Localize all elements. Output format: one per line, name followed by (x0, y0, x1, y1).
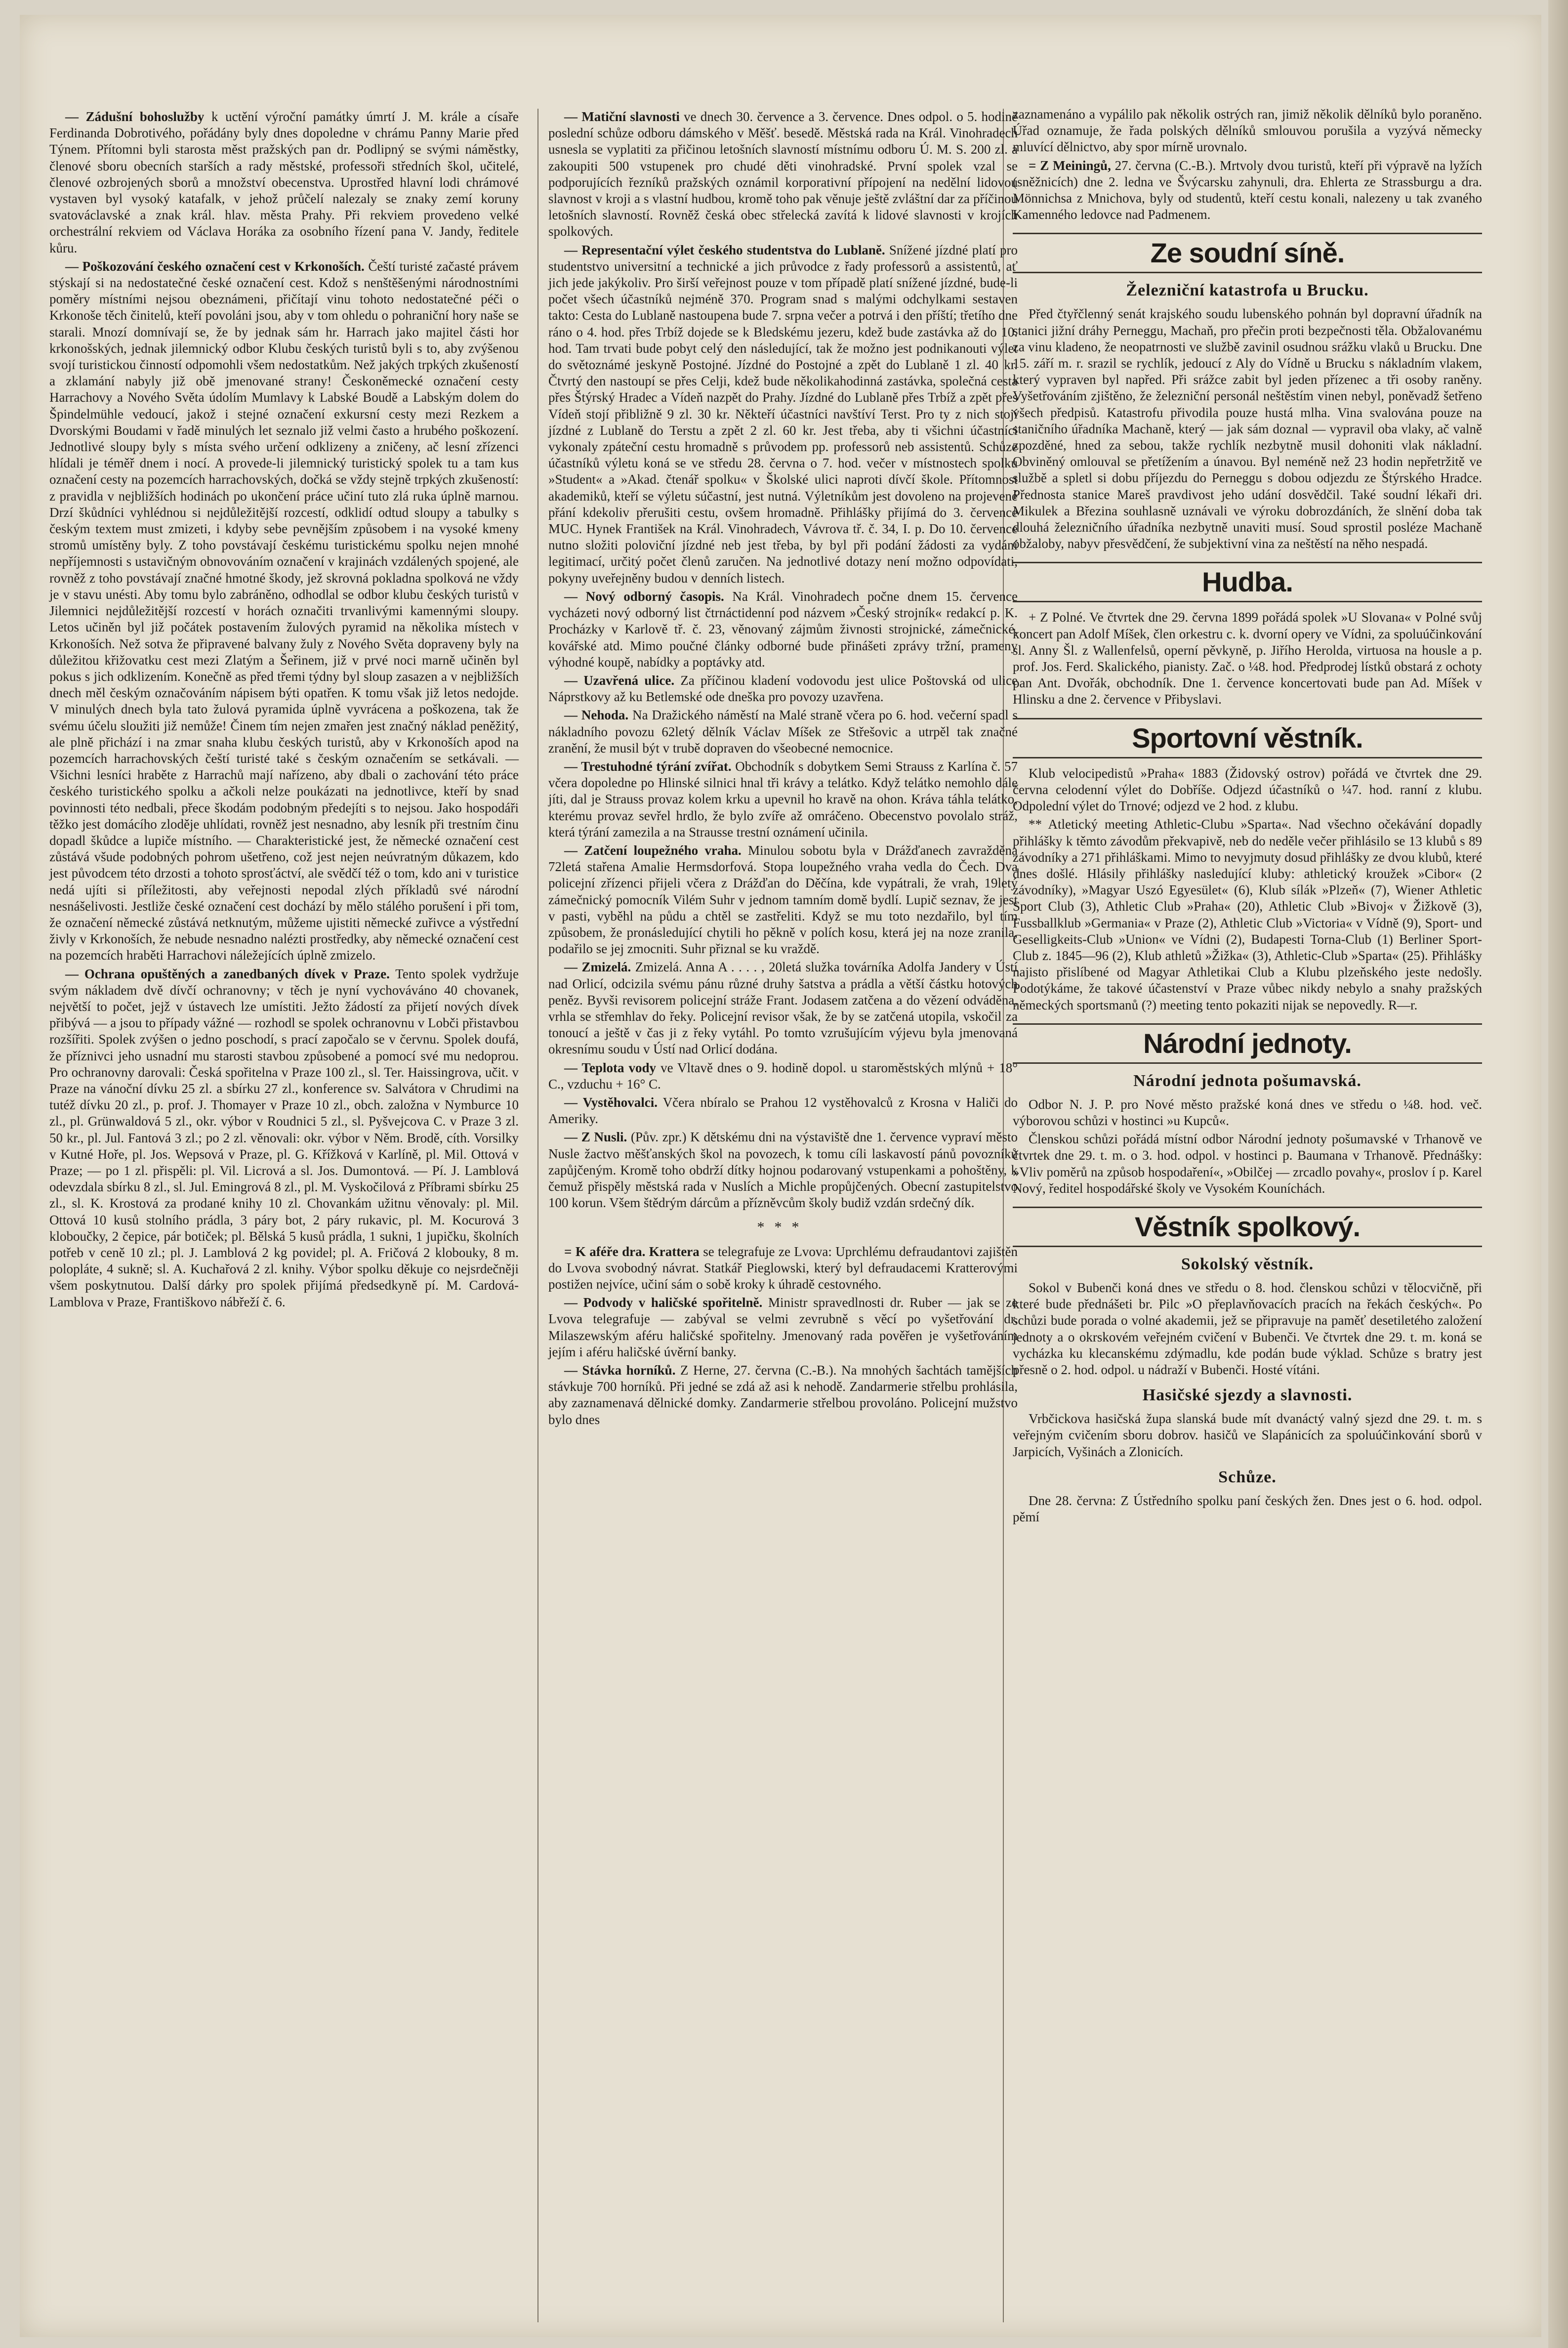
column-left (49, 109, 519, 1312)
article: — Zmizelá. Zmizelá. Anna A . . . . , 20letá služka továrníka Adolfa Jandery v Ústí nad Orlicí, odcizila svému pánu různé druhy šatstva a prádla a větší částku hotových peněz. Byvši revisorem policejní stráže Frant. Jodasem zatčena a do vězení odváděna, vrhla se střemhlav do řeky. Policejní revisor však, že by se zatčená utopila, vskočil za tonoucí a ještě v čas ji z řeky vytáhl. Po tomto vzrušujícím výjevu byla jmenovaná okresnímu soudu v Ústí nad Orlicí dodána. (548, 960, 1018, 1057)
article: = K aféře dra. Krattera se telegrafuje ze Lvova: Uprchlému defraudantovi zajištěn do Lvova svobodný návrat. Statkář Pieglowski, který byl defraudacemi Kratterovými postižen nejvíce, učiní sám o sobě kroky k úhradě cestovného. (548, 1244, 1018, 1292)
article: — Matiční slavnosti ve dnech 30. července a 3. července. Dnes odpol. o 5. hodině poslední schůze odboru dámského v Měšť. besedě. Městská rada na Král. Vinohradech usnesla se vyplatiti za přičinou letošních slavností místnímu odboru Ú. M. S. 200 zl. a zakoupiti 500 vstupenek pro chudé děti vinohradské. První spolek vzal se podporujících řezníků pražských oznámil korporativní přípojení na nedělní lidovou slavnost v kroji a s vlastní hudbou, kromě toho pak věnuje ještě zvláštní dar za příčinou letošních slavností. Rovněž česká obec střelecká zavítá k lidové slavnosti v krojích spolkových. (548, 109, 1018, 239)
article-heading: Sokolský věstník. (1181, 1255, 1314, 1273)
article-heading: Národní jednota pošumavská. (1133, 1071, 1362, 1090)
page-edge (1548, 0, 1568, 2348)
article: — Uzavřená ulice. Za příčinou kladení vodovodu jest ulice Poštovská od ulice Náprstkovy až ku Betlemské ode dneška pro povozy uzavřena. (548, 672, 1018, 705)
section-heading-music: Hudba. (1013, 562, 1482, 602)
article-heading: Železniční katastrofa u Brucku. (1126, 281, 1369, 300)
article-heading: Hasičské sjezdy a slavnosti. (1142, 1386, 1353, 1405)
article-heading: Schůze. (1218, 1468, 1277, 1486)
article: Odbor N. J. P. pro Nové město pražské koná dnes ve středu o ¼8. hod. več. výborovou schůzi v hostinci »u Kupců«. (1013, 1096, 1482, 1128)
article: Sokol v Bubenči koná dnes ve středu o 8. hod. členskou schůzi v tělocvičně, při které bude přednášeti br. Pilc »O přeplavňovacích pracích na řekách českých«. Po schůzi bude porada o volné akademii, jež se připravuje na paměť desetiletého založení jednoty a o okrskovém veřejném cvičení v Bubenči. Ve čtvrtek dne 29. t. m. koná se vycházka ku klecanskému zdýmadlu, kde podán bude výklad. Schůze s bratry jest přesně o 2. hod. odpol. u nádraží v Bubenči. Hosté vítáni. (1013, 1280, 1482, 1377)
article: — Podvody v haličské spořitelně. Ministr spravedlnosti dr. Ruber — jak se ze Lvova telegrafuje — zabýval se velmi zevrubně s věcí po vyšetřování dr. Milaszewským aféru haličské spořitelny. Jmenovaný rada pověřen je vyšetřováním jejím i aféru haličské úvěrní banky. (548, 1295, 1018, 1359)
section-heading-societies: Věstník spolkový. (1013, 1207, 1482, 1247)
article: — Zatčení loupežného vraha. Minulou sobotu byla v Drážďanech zavražděna 72letá stařena Amalie Hermsdorfová. Stopa loupežného vraha vedla do Čech. Dva policejní zřízenci přijeli včera z Drážďan do Děčína, kde vypátrali, že vrah, 19letý zámečnický pomocník Vilém Suhr v jednom tamním domě bydlí. Lupič seznav, že jest v pasti, vyběhl na půdu a chtěl se zastřeliti. Když se mu toto nezdařilo, byl tím způsobem, že pronásledující chytili ho pěkně v polích kosu, která jej na noze zranila, podařilo se jej zmocniti. Suhr přiznal se ku vraždě. (548, 842, 1018, 957)
article: — Ochrana opuštěných a zanedbaných dívek v Praze. Tento spolek vydržuje svým nákladem dvě dívčí ochranovny; v těch je nyní vychováváno 40 chovanek, největší to počet, jejž v ústavech lze umístiti. Ježto žádostí za přijetí nových dívek přibývá — a jsou to případy vážné — rozhodl se spolek ochranovnu v Lobči přistavbou rozšířiti. Spolek zvýšen o jedno poschodí, s prací započalo se v červnu. Spolek doufá, že příznivci jeho usnadní mu starosti stavbou způsobené a pomocí své mu nedoprou. Pro ochranovny darovali: Česká spořitelna v Praze 100 zl., sl. Ter. Haissingrova, učit. v Praze na vánoční dívku 25 zl. a sbírku 27 zl., konference sv. Salvátora v Chrudimi na tutéž dívku 20 zl., p. prof. J. Thomayer v Praze 10 zl., obch. založna v Nymburce 10 zl., pl. Grünwaldová 5 zl., okr. výbor v Roudnici 5 zl., sl. Pyšvejcova C. v Praze 3 zl. 50 kr., pl. Jul. Fantová 3 zl.; po 2 zl. věnovali: okr. výbor v Něm. Brodě, cíth. Vorsilky v Kutné Hoře, pl. Jos. Wepsová v Praze, pl. G. Křížková v Karlíně, pl. Mil. Ottová v Praze; — po 1 zl. přispěli: pl. Vil. Licrová a sl. Jos. Dumontová. — Pí. J. Lamblová odevzdala sbírku 8 zl., sl. Jul. Emingrová 8 zl., pl. M. Vyskočilová z Příbrami sbírku 25 zl., sl. K. Krostová za prodané knihy 10 zl. Chovankám užitnu věnovaly: pl. Mil. Ottová 10 kusů stolního prádla, 3 páry bot, 2 páry rukavic, pl. M. Kocurová 3 kloboučky, 2 čepice, pár botiček; pl. Bělská 5 kusů prádla, 1 sukni, 1 jupičku, školních potřeb v ceně 10 zl.; pl. J. Lamblová 2 kg povidel; pl. A. Fričová 2 klobouky, 8 m. polopláte, 4 sukně; sl. A. Kuchařová 2 zl. knihy. Výbor spolku děkuje co nejsrdečněji všem poskytnutou. Další dárky pro spolek přijímá předsedkyně pí. M. Cardová-Lamblova v Praze, Františkovo nábřeží č. 6. (49, 966, 519, 1309)
column-middle (548, 109, 1018, 1430)
section-heading-sport: Sportovní věstník. (1013, 718, 1482, 758)
article: — Representační výlet českého studentstva do Lublaně. Snížené jízdné platí pro studentstvo universitní a technické a jich průvodce z řady professorů a assistentů, ať jich jede jakýkoliv. Pro širší veřejnost pouze v tom případě platí snížené jízdné, bude-li počet všech účastníků nejméně 370. Program snad s malými odchylkami sestaven takto: Cesta do Lublaně nastoupena bude 7. srpna večer a potrvá i den příští; třetího dne ráno o 4. hod. přes Trbíž dojede se k Bledskému jezeru, kdež bude zastávka až do 10. hod. Tam trvati bude pobyt celý den následující, tak že možno jest podnikanouti výlet do světoznámé jeskyně Postojné. Jízdné do Postojné a zpět do Lublaně 1 zl. 40 kr. Čtvrtý den nastoupí se přes Celji, kdež bude několikahodinná zastávka, společná cesta přes Štýrský Hradec a Vídeň nazpět do Prahy. Jízdné do Lublaně přes Trbíž a zpět přes Vídeň stojí přibližně 9 zl. 30 kr. Někteří účastníci navštíví Terst. Pro ty z nich stojí jízdné z Lublaně do Terstu a zpět 2 zl. 60 kr. Jest třeba, aby ti všichni účastníci vykonaly zpáteční cestu hromadně s průvodem pp. professorů neb assistentů. Schůze účastníků výletu koná se ve středu 28. června o 7. hod. večer v místnostech spolku »Student« a »Akad. čtenář spolku« v Školské ulici naproti dívčí škole. Přítomnost akademiků, kteří se výletu súčastní, jest nutná. Výletníkům jest dovoleno na projevené přání kdekoliv přerušiti cestu, ovšem hromadně. Přihlášky přijímá do 3. července MUC. Hynek František na Král. Vinohradech, Vávrova tř. č. 34, I. p. Do 10. července nutno složiti poloviční jízdné neb jest třeba, by byl při podání žádosti za vydání legitimací, určitý počet členů zaručen. Na jednotlivé dotazy není možno odpovídati, pokyny uveřejněny budou v denních listech. (548, 242, 1018, 586)
article: = Z Meiningů, 27. června (C.-B.). Mrtvoly dvou turistů, kteří při výpravě na lyžích (sněžnicích) dne 2. ledna ve Švýcarsku zahynuli, dra. Ehlerta ze Strassburgu a dra. Mönnichsa z Mnichova, byly od studentů, kteří cestu konali, nalezeny u tak zvaného Kamenného ledovce nad Padmenem. (1013, 158, 1482, 222)
article: — Teplota vody ve Vltavě dnes o 9. hodině dopol. u staroměstských mlýnů + 18° C., vzduchu + 16° C. (548, 1060, 1018, 1091)
article: + Z Polné. Ve čtvrtek dne 29. června 1899 pořádá spolek »U Slovana« v Polné svůj koncert pan Adolf Míšek, člen orkestru c. k. dvorní opery ve Vídni, za spoluúčinkování sl. Anny Šl. z Wallenfelsů, operní pěvkyně, p. Jiřího Herolda, virtuosa na housle a p. prof. Jos. Ferd. Skalického, pianisty. Zač. o ¼8. hod. Předprodej lístků obstará z ochoty pan Ant. Dvořák, obchodník. Dne 1. července koncertovati bude pan Ad. Míšek v Hlinsku a dne 2. července v Přibyslavi. (1013, 610, 1482, 707)
article: — Nehoda. Na Dražického náměstí na Malé straně včera po 6. hod. večerní spadl s nákladního povozu 62letý dělník Václav Míšek ze Střešovic a utrpěl tak značné zranění, že musil být v trubě dopraven do všeobecné nemocnice. (548, 708, 1018, 755)
article: — Nový odborný časopis. Na Král. Vinohradech počne dnem 15. července vycházeti nový odborný list čtrnáctidenní pod názvem »Český strojník« redakcí p. K. Procházky v Karlově tř. č. 23, věnovaný zájmům živnosti strojnické, zámečnické, kovářské atd. Mimo poučné články odborné bude přinášeti zprávy tržní, prameny výhodné koupě, nabídky a poptávky atd. (548, 588, 1018, 670)
article: — Vystěhovalci. Včera nbíralo se Prahou 12 vystěhovalců z Krosna v Haliči do Ameriky. (548, 1094, 1018, 1127)
article: Před čtyřčlenný senát krajského soudu lubenského pohnán byl dopravní úřadník na stanici jižní dráhy Perneggu, Machaň, pro přečin proti bezpečnosti těla. Obžalovanému za vinu kladeno, že neopatrnosti ve službě zavinil osudnou srážku vlaků u Brucku. Dne 15. září m. r. srazil se rychlík, jedoucí z Aly do Vídně u Brucku s nákladním vlakem, který vypraven byl napřed. Při srážce zabit byl jeden přízenec a tři osoby raněny. Vyšetřováním zjištěno, že železniční personál neštěstím vinen nebyl, poněvadž šetřeno všech předpisů. Katastrofu přivodila pouze hustá mlha. Vina svalována pouze na staničního úřadníka Machaně, který — jak sám doznal — vypravil oba vlaky, ač valně zpozděné, hned za sebou, takže rychlík nezbytně musil dohoniti vlak nákladní. Obviněný omlouval se přetížením a únavou. Byl neméně než 23 hodin nepřetržitě ve službě a spletl si dobu příjezdu do Perneggu s dobou odjezdu ze Štýrského Hradce. Přednosta stanice Mareš pravdivost jeho udání dosvědčil. Také soudní lékaři dri. Mikulek a Březina souhlasně uznávali ve výroku dobrozdáních, že slnění doba tak dlouhá železničního úřadníka nezbytně unaviti musí. Soud sprostil posléze Machaně obžaloby, nabyv přesvědčení, že subjektivní vina za neštěstí na něho nespadá. (1013, 306, 1482, 551)
newspaper-page (20, 15, 1541, 2337)
article: ** Atletický meeting Athletic-Clubu »Sparta«. Nad všechno očekávání dopadly přihlášky k těmto závodům překvapivě, neb do neděle večer přihlásilo se 13 klubů s 89 závodníky a 271 přihláškami. Mimo to nevyjmuty dosud přihlášky ze dvou klubů, které dnes došlé. Hlásily přihlášky nasledující kluby: athletický kroužek »Cibor« (2 závodníky), »Magyar Uszó Egyesület« (6), Klub sílák »Plzeň« (7), Wiener Athletic Sport Club (3), Athletic Club »Praha« (20), Athletic Club »Bivoj« v Žižkově (3), Fussballklub »Germania« v Praze (2), Athletic Club »Victoria« v Vídně (9), Sport- und Geselligkeits-Club »Union« ve Vídni (2), Budapesti Torna-Club (1) Berliner Sport-Club z. 1845—96 (2), Klub athletů »Žižka« (3), Athletic-Club »Sparta« (25). Přihlášky najisto přislíbené od Magyar Athletikai Club a Klubu plzeňského jeste nedošly. Podotýkáme, že takové účastenství v Praze vůbec nikdy nebylo a snahy pražských německých sportsmanů (?) meeting tento pokaziti nijak se nepovedly. R—r. (1013, 817, 1482, 1012)
article-continuation: zaznamenáno a vypálilo pak několik ostrých ran, jimiž několik dělníků bylo poraněno. Úřad oznamuje, že řada polských dělníků smlouvou porušila a vyzývá německy mluvící dělnictvo, aby spor mírně urovnalo. (1013, 107, 1482, 155)
article: Dne 28. června: Z Ústředního spolku paní českých žen. Dnes jest o 6. hod. odpol. pěmí (1013, 1493, 1482, 1524)
section-heading-court: Ze soudní síně. (1013, 233, 1482, 273)
article: Členskou schůzi pořádá místní odbor Národní jednoty pošumavské v Trhanově ve čtvrtek dne 29. t. m. o 3. hod. odpol. v hostinci p. Baumana v Trhanově. Přednášky: »Vliv poměrů na způsob hospodaření«, »Obilčej — zrcadlo povahy«, proslov í p. Karel Nový, ředitel hospodářské školy ve Vysokém Kouníchách. (1013, 1132, 1482, 1196)
section-divider-stars: *** (757, 1219, 809, 1236)
article: — Poškozování českého označení cest v Krkonoších. Čeští turisté začasté právem stýskají si na nedostatečné české označení cest. Kdož s nenštěšenými národnostními poměry místními nejsou obeznámeni, přičítají vinu tohoto nedostatečné péči o Krkonoše těch činitelů, kteří povoláni jsou, aby v tom ohledu o pohraniční hory naše se starali. Mnozí domnívají se, že by jednak sám hr. Harrach jako majitel části hor krkonošských, jednak jilemnický odbor Klubu českých turistů byli s to, aby zvýšenou svojí turistickou činností odpomohli všem nedostatkům. Než jakých trpkých zkušeností a zklamání nabyly již obě jmenované strany! Českoněmecké označení cesty Harrachovy a Nového Světa údolím Mumlavy k Labské Boudě a Labským dolem do Špindelmühle vedoucí, jakož i stejné označení exkursní cesty mezi Rezkem a Dvorskými Boudami v řadě minulých let seznalo již velmi často a hrubého poškození. Jednotlivé sloupy byly s místa svého určení odklizeny a zničeny, ač lesní zřízenci hlídali je téměř dnem i nocí. A provede-li jilemnický turistický spolek tu a tam kus označení cesty na pozemcích harrachovských, dočká se vždy stejně trpkých zkušeností: z pravidla v nejbližších hodinách po ukončení práce učiní tuto zlá ruka úplně marnou. Drzí škůdníci vyhlédnou si nejdůležitější rozcestí, odklidí odtud sloupy a tabulky s českým textem must zmizeti, i kdyby sebe pevnějším způsobem i na vysoké kmeny stromů umístěny byly. Z toho povstávají českému turistickému spolku nejen mnohé nepříjemnosti s ustavičným obnovováním označení v krajinách vzdálených spojené, ale rovněž z toho povstávají značné hmotné škody, jež skrovná pokladna spolková ne vždy je v stavu unésti. Aby tomu bylo zabráněno, odhodlal se odbor klubu českých turistů v Jilemnici nejdůležitější rozcestí v horách označiti trvanlivými kamennými sloupy. Letos učiněn byl již počátek postavením žulových pyramid na několika místech v Krkonoších. Než sotva že připravené balvany žuly z Nového Světa dopraveny byly na důležitou křižovatku cest mezi Zlatým a Šeřinem, již v prvé noci marně učiněn byl pokus s jich odklizením. Konečně as před třemi týdny byl sloup zasazen a v nejbližších dnech měl českým označováním nápisem býti opatřen. K tomu však již letos nedojde. V minulých dnech byla tato žulová pyramida úplně vyvrácena a poškozena, tak že svému účelu sloužiti již nemůže! Činem tím nejen zmařen jest značný náklad peněžitý, ale plně přichází i na zmar snaha klubu českých turistů, aby v Krkonoších apod na pozemcích harrachovských čeští turisté také s českým označením se setkávali. — Všichni lesníci hraběte z Harrachů mají nařízeno, aby dbali o zachování této práce českého turistického spolku a ačkoli nelze poukázati na jednotlivce, kteří by snad povinnosti této nedbali, přece škodám podobným předejíti s to nejsou. Jako hospodáři těžko jest domácího zloděje uhlídati, rovněž jest nesnadno, aby lesník při trestním činu dopadl škůdce a lupiče místního. — Charakteristické jest, že německé označení cest zůstává všude podobných pohrom ušetřeno, což jest nejen neúvratným důkazem, kdo jest původcem této drzosti a tohoto sprosťáctví, ale svědčí též o tom, kdo ani v turistice nedá ujíti si příležitosti, aby veřejnosti nepodal zlých příkladů své národní nesnášelivosti. Jestliže české označení cest dochází by mělo stálého porušení i při tom, že označení německé zůstává netknutým, můžeme ujistiti německé zuřivce a výstřední živly v Krkonoších, že nebude nesnadno nalézti prostředky, aby německé označení cest na pozemcích hraběti Harrachovi náležejících úplně zmizelo. (49, 258, 519, 963)
column-rule (537, 109, 538, 2322)
article: — Z Nusli. (Pův. zpr.) K dětskému dni na výstaviště dne 1. července vypraví město Nusle žactvo měšťanských škol na povozech, k tomu cíli laskavostí pánů povozníků zapůjčeným. Kromě toho obdrží dítky hojnou podarovaný vstupenkami a pohoštěny, k čemuž přispěly městská rada v Nuslích a Michle propůjčených. Obecní zastupitelstvo 100 korun. Všem štědrým dárcům a přízněvcům školy budiž vzdán srdečný dík. (548, 1130, 1018, 1211)
article: Klub velocipedistů »Praha« 1883 (Židovský ostrov) pořádá ve čtvrtek dne 29. června celodenní výlet do Dobříše. Odjezd účastníků o ¼7. hod. ranní z klubu. Odpolední výlet do Trnové; odjezd ve 2 hod. z klubu. (1013, 765, 1482, 814)
section-heading-national: Národní jednoty. (1013, 1023, 1482, 1064)
article: — Zádušní bohoslužby k uctění výroční památky úmrtí J. M. krále a císaře Ferdinanda Dobrotivého, pořádány byly dnes dopoledne v chrámu Panny Marie před Týnem. Přítomni byli starosta měst pražských pan dr. Podlipný se svými náměstky, členové sboru obecních starších a rady městské, professoři středních škol, učitelé, členové ozbrojených sborů a množství obecenstva. Uprostřed hlavní lodi chrámové vystaven byl vysoký katafalk, v jehož průčelí nalezaly se znaky zemí koruny svatováclavské a znak král. hlav. města Prahy. Při rekviem provedeno velké orchestrální rekviem od Václava Horáka za osobního řízení pana V. Jandy, ředitele kůru. (49, 109, 519, 255)
article: Vrbčickova hasičská župa slanská bude mít dvanáctý valný sjezd dne 29. t. m. s veřejným cvičením sboru dobrov. hasičů ve Slapánicích za spoluúčinkování sborů v Jarpicích, Vyšinách a Zlonicích. (1013, 1411, 1482, 1459)
article: — Stávka horníků. Z Herne, 27. června (C.-B.). Na mnohých šachtách tamějších stávkuje 700 horníků. Při jedné se zdá až asi k nehodě. Zandarmerie střelbu prohlásila, aby zaznamenavá dělnické domky. Zandarmerie střelbou provoláno. Policejní mužstvo bylo dnes (548, 1363, 1018, 1427)
article: — Trestuhodné týrání zvířat. Obchodník s dobytkem Semi Strauss z Karlína č. 57 včera dopoledne po Hlinské silnici hnal tři krávy a telátko. Když telátko nemohlo dále jíti, dal je Strauss provaz kolem krku a upevnil ho kravě na ohon. Kráva táhla telátko, kterému provaz sevřel hrdlo, že bylo zvíře až omráčeno. Obecenstvo povolalo stráž, která týrání zamezila a na Strausse trestní oznámení učinila. (548, 758, 1018, 839)
column-right (1013, 106, 1482, 1527)
